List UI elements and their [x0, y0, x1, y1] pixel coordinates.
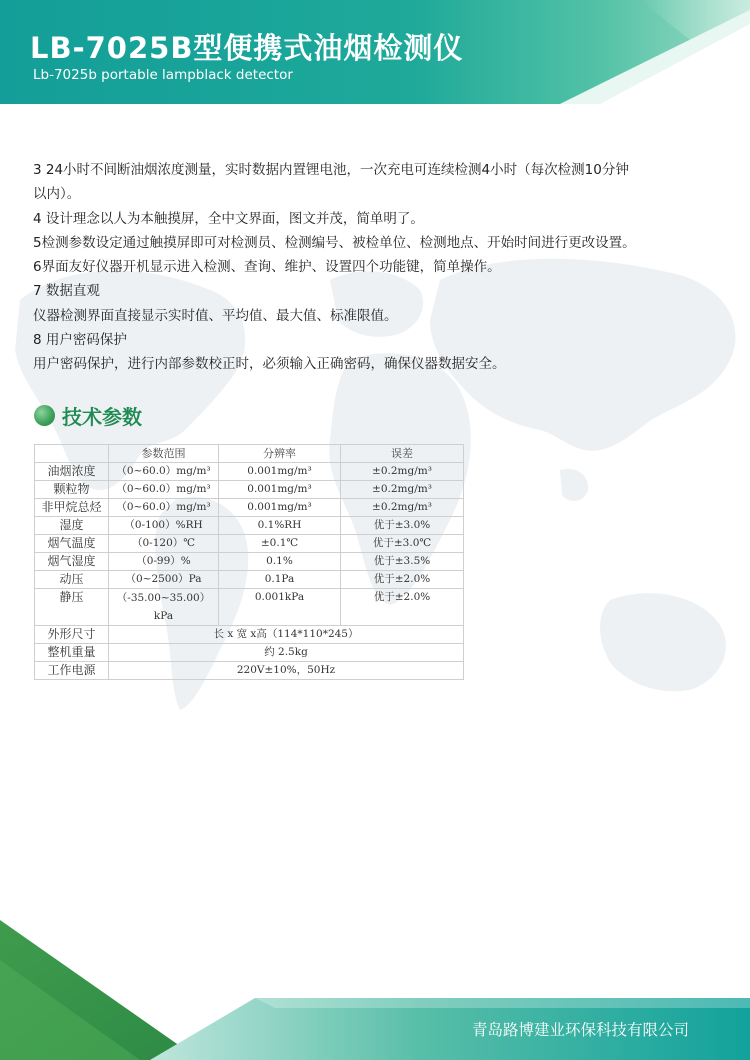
param-name: 油烟浓度 [35, 463, 109, 481]
param-range: （0~60.0）mg/m³ [109, 499, 219, 517]
param-name: 动压 [35, 571, 109, 589]
table-row [35, 644, 464, 662]
table-header-row [35, 445, 464, 463]
table-header-cell: 误差 [341, 445, 464, 463]
param-value: 220V±10%，50Hz [109, 662, 464, 680]
feature-line: 用户密码保护，进行内部参数校正时，必须输入正确密码，确保仪器数据安全。 [33, 356, 506, 373]
table-row [35, 589, 464, 626]
page-title: LB-7025B型便携式油烟检测仪 [30, 31, 464, 65]
param-name: 非甲烷总烃 [35, 499, 109, 517]
param-range: （-35.00~35.00）kPa [109, 589, 219, 626]
green-circle-icon [34, 405, 55, 426]
spec-table [34, 444, 464, 680]
param-resolution: 0.001mg/m³ [219, 463, 341, 481]
param-name: 烟气温度 [35, 535, 109, 553]
param-name: 外形尺寸 [35, 626, 109, 644]
param-value: 长 x 宽 x高（114*110*245） [109, 626, 464, 644]
table-header-cell: 参数范围 [109, 445, 219, 463]
feature-line: 4 设计理念以人为本触摸屏，全中文界面，图文并茂，简单明了。 [33, 210, 424, 227]
param-name: 工作电源 [35, 662, 109, 680]
table-row [35, 499, 464, 517]
feature-line: 5检测参数设定通过触摸屏即可对检测员、检测编号、被检单位、检测地点、开始时间进行更改设置。 [33, 234, 636, 251]
feature-line: 以内）。 [33, 186, 81, 203]
param-resolution: 0.001kPa [219, 589, 341, 626]
param-name: 烟气湿度 [35, 553, 109, 571]
table-row [35, 553, 464, 571]
table-row [35, 481, 464, 499]
param-name: 静压 [35, 589, 109, 626]
param-error: 优于±3.0% [341, 517, 464, 535]
table-row [35, 463, 464, 481]
param-name: 颗粒物 [35, 481, 109, 499]
param-resolution: 0.1%RH [219, 517, 341, 535]
feature-line: 7 数据直观 [33, 283, 100, 300]
table-header-cell [35, 445, 109, 463]
param-range: （0~60.0）mg/m³ [109, 463, 219, 481]
param-name: 整机重量 [35, 644, 109, 662]
table-header-cell: 分辨率 [219, 445, 341, 463]
param-resolution: ±0.1℃ [219, 535, 341, 553]
param-resolution: 0.001mg/m³ [219, 481, 341, 499]
param-resolution: 0.1Pa [219, 571, 341, 589]
company-name: 青岛路博建业环保科技有限公司 [472, 1021, 690, 1039]
feature-list [33, 158, 713, 377]
table-row [35, 662, 464, 680]
param-error: ±0.2mg/m³ [341, 463, 464, 481]
param-error: ±0.2mg/m³ [341, 499, 464, 517]
param-resolution: 0.1% [219, 553, 341, 571]
feature-line: 仪器检测界面直接显示实时值、平均值、最大值、标准限值。 [33, 307, 398, 324]
page-subtitle: Lb-7025b portable lampblack detector [33, 67, 293, 83]
feature-line: 8 用户密码保护 [33, 332, 127, 349]
param-value: 约 2.5kg [109, 644, 464, 662]
param-error: 优于±2.0% [341, 571, 464, 589]
table-row [35, 535, 464, 553]
param-range: （0-99）% [109, 553, 219, 571]
table-row [35, 571, 464, 589]
param-error: 优于±3.5% [341, 553, 464, 571]
table-row [35, 626, 464, 644]
feature-line: 6界面友好仪器开机显示进入检测、查询、维护、设置四个功能键，简单操作。 [33, 259, 501, 276]
param-error: ±0.2mg/m³ [341, 481, 464, 499]
param-name: 湿度 [35, 517, 109, 535]
param-range: （0~60.0）mg/m³ [109, 481, 219, 499]
table-row [35, 517, 464, 535]
param-resolution: 0.001mg/m³ [219, 499, 341, 517]
param-range: （0-100）%RH [109, 517, 219, 535]
param-range: （0~2500）Pa [109, 571, 219, 589]
param-error: 优于±2.0% [341, 589, 464, 626]
section-title: 技术参数 [62, 405, 142, 429]
param-range: （0-120）℃ [109, 535, 219, 553]
param-error: 优于±3.0℃ [341, 535, 464, 553]
feature-line: 3 24小时不间断油烟浓度测量，实时数据内置锂电池，一次充电可连续检测4小时（每次检测10分钟 [33, 162, 629, 178]
header-banner [0, 0, 750, 105]
